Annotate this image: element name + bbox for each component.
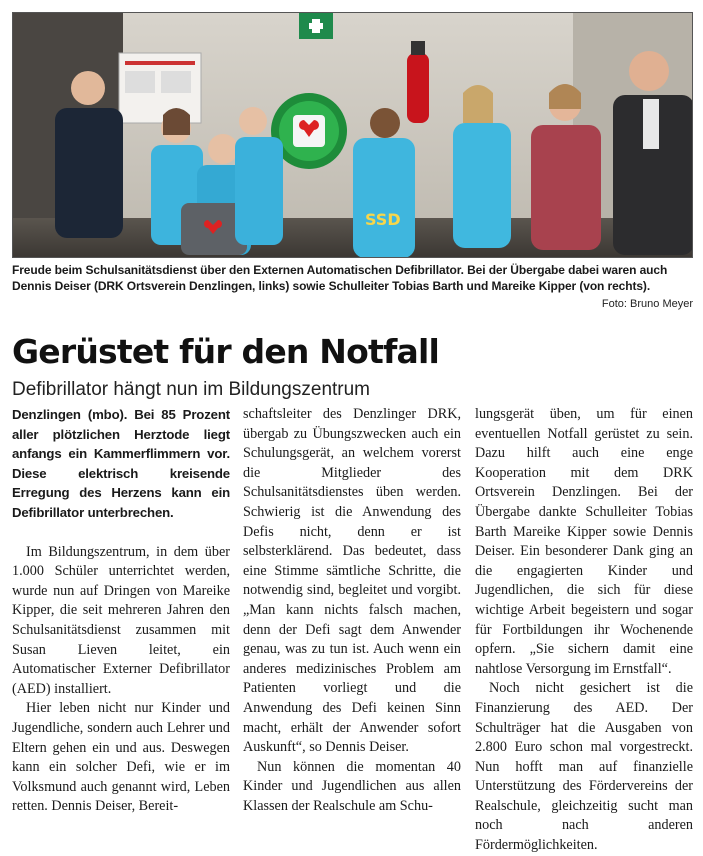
lead-paragraph: Denzlingen (mbo). Bei 85 Prozent aller plötzlichen Herztode liegt anfangs ein Kammerflimmern vor. Diese elektrisch kreisende Erregung des Herzens kann ein Defibrillator unterbrechen.: [12, 407, 230, 520]
body-paragraph: Nun können die momentan 40 Kinder und Jugendlichen aus allen Klassen der Realschule am Schu-: [243, 758, 461, 814]
body-paragraph: lungsgerät üben, um für einen eventuellen Notfall gerüstet zu sein. Dazu hilft auch eine enge Kooperation mit dem DRK Ortsverein Denzlingen. Bei der Übergabe dankte Schulleiter Tobias Barth Mareike Kipper sowie Dennis Deiser. Ein besonderer Dank ging an die engagierten Kinder und Jugendlichen, die sich für diese wichtige Arbeit begeistern und sogar für Fortbildungen ihr Wochenende opfern. „Sie sichern damit eine nahtlose Versorgung im Ernstfall“.: [475, 406, 693, 677]
fire-extinguisher: [407, 53, 429, 123]
photo-caption: Freude beim Schulsanitätsdienst über den Externen Automatischen Defibrillator. Bei der Übergabe dabei waren auch Dennis Deiser (DRK Ortsverein Denzlingen, links) sowie Schulleiter Tobias Barth und Mareike Kipper (von rechts).: [12, 263, 668, 293]
headline: Gerüstet für den Notfall: [12, 332, 440, 371]
photo-credit: Foto: Bruno Meyer: [601, 298, 693, 310]
poster-badge-text: SSD: [365, 210, 401, 229]
article-column-1: [12, 405, 230, 817]
article-column-2: [243, 405, 461, 816]
subheadline: Defibrillator hängt nun im Bildungszentrum: [12, 379, 371, 400]
body-paragraph: schaftsleiter des Denzlinger DRK, übergab zu Übungszwecken auch ein Schulungsgerät, an welchem vorerst die Mitglieder des Schulsanitätsdienstes üben werden. Schwierig ist die Anwendung des Defis nicht, denn er ist selbsterklärend. Das bedeutet, dass eine Stimme sämtliche Schritte, die notwendig sind, begleitet und vorgibt. „Man kann nichts falsch machen, denn der Defi sagt dem Anwender genau, was zu tun ist. Auch wenn ein anderes medizinisches Problem am Patienten vorliegt und die Anwendung des Defi keinen Sinn macht, erhält der Anwender sofort Auskunft“, so Dennis Deiser.: [243, 406, 461, 756]
article-photo: [12, 12, 693, 258]
body-paragraph: Hier leben nicht nur Kinder und Jugendliche, sondern auch Lehrer und Eltern gehen ein und aus. Deswegen kann ein solcher Defi, wie er im Volksmund auch genannt wird, Leben retten. Dennis Deiser, Bereit-: [12, 700, 230, 815]
body-paragraph: Im Bildungszentrum, in dem über 1.000 Schüler unterrichtet werden, wurde nun auf Dringen von Mareike Kipper, die seit mehreren Jahren den Schulsanitätsdienst zusammen mit Susan Lieven leitet, ein Automatischer Externer Defibrillator (AED) installiert.: [12, 543, 230, 697]
body-paragraph: Noch nicht gesichert ist die Finanzierung des AED. Der Schulträger hat die Ausgaben von 2.800 Euro schon mal vorgestreckt. Nun hofft man auf finanzielle Unterstützung des Fördervereins der Realschule, gleichzeitig sucht man noch nach anderen Fördermöglichkeiten.: [475, 680, 693, 854]
article-column-3: [475, 405, 693, 856]
photo-illustration: [13, 13, 693, 258]
